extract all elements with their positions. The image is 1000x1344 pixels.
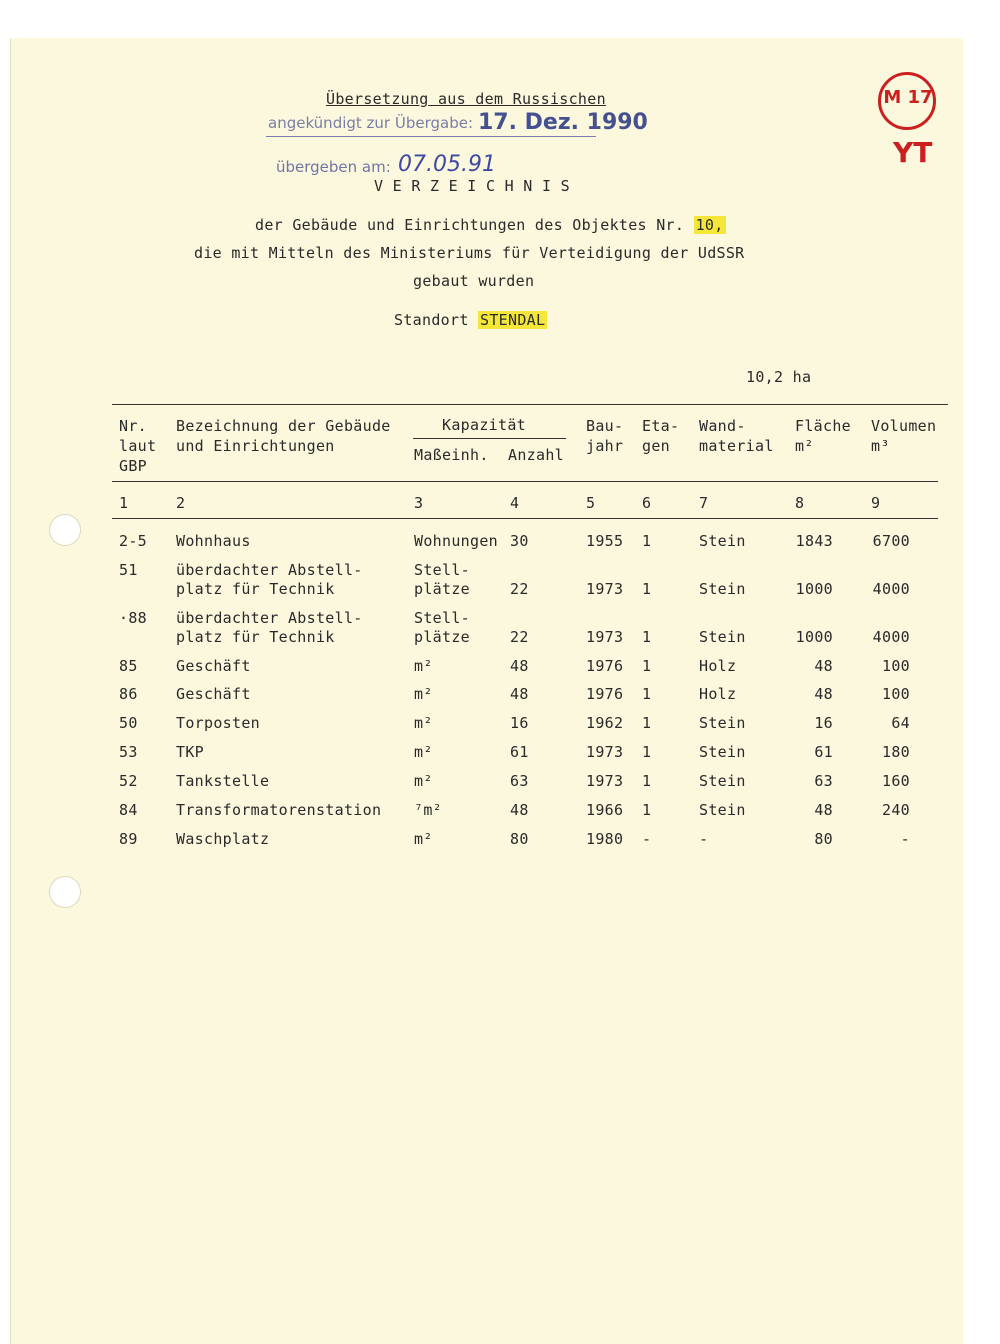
circle-mark-text: M 17 (883, 87, 933, 108)
cell-anzahl: 80 (510, 830, 529, 848)
header-wandmaterial: Wand- material (699, 417, 774, 455)
cell-anzahl: 48 (510, 657, 529, 675)
cell-wandmaterial: Stein (699, 532, 746, 550)
cell-wandmaterial: Holz (699, 685, 737, 703)
handwritten-handover-date: 07.05.91 (398, 152, 496, 177)
cell-anzahl: 48 (510, 801, 529, 819)
cell-masseinheit: m² (414, 685, 433, 703)
cell-flaeche: 63 (814, 772, 833, 790)
cell-masseinheit: Stell- (414, 609, 470, 627)
cell-volumen: 64 (891, 714, 910, 732)
cell-wandmaterial: Stein (699, 801, 746, 819)
header-etagen: Eta- gen (642, 417, 680, 455)
cell-baujahr: 1973 (586, 580, 624, 598)
column-number: 7 (699, 494, 709, 512)
cell-masseinheit: plätze (414, 628, 470, 646)
location-value: STENDAL (480, 311, 546, 329)
cell-masseinheit: m² (414, 714, 433, 732)
cell-bezeichnung: überdachter Abstell- (176, 609, 363, 627)
cell-wandmaterial: Stein (699, 628, 746, 646)
punch-hole (49, 514, 81, 546)
cell-volumen: 240 (882, 801, 910, 819)
cell-flaeche: 80 (814, 830, 833, 848)
header-kapazitaet: Kapazität (442, 416, 526, 434)
cell-wandmaterial: Stein (699, 772, 746, 790)
cell-nr: 89 (119, 830, 138, 848)
cell-masseinheit: m² (414, 657, 433, 675)
cell-wandmaterial: - (699, 830, 709, 848)
column-number: 4 (510, 494, 520, 512)
stamp-announced-label: angekündigt zur Übergabe: (268, 114, 474, 132)
cell-flaeche: 1843 (795, 532, 833, 550)
column-number: 9 (871, 494, 881, 512)
cell-etagen: 1 (642, 532, 652, 550)
cell-flaeche: 1000 (795, 580, 833, 598)
cell-volumen: 6700 (872, 532, 910, 550)
cell-anzahl: 63 (510, 772, 529, 790)
column-number: 6 (642, 494, 652, 512)
cell-anzahl: 22 (510, 628, 529, 646)
cell-etagen: 1 (642, 772, 652, 790)
cell-nr: 2-5 (119, 532, 147, 550)
cell-volumen: 100 (882, 685, 910, 703)
cell-anzahl: 16 (510, 714, 529, 732)
cell-baujahr: 1980 (586, 830, 624, 848)
kapazitaet-rule (413, 438, 566, 439)
cell-bezeichnung: TKP (176, 743, 204, 761)
column-number: 1 (119, 494, 129, 512)
cell-baujahr: 1973 (586, 628, 624, 646)
red-initials: YT (893, 136, 933, 169)
cell-nr: 53 (119, 743, 138, 761)
cell-nr: 85 (119, 657, 138, 675)
cell-etagen: 1 (642, 743, 652, 761)
stamp-announced-date: 17. Dez. 1990 (478, 110, 648, 135)
cell-etagen: 1 (642, 801, 652, 819)
cell-nr: 52 (119, 772, 138, 790)
stamp-underline (266, 136, 596, 137)
cell-wandmaterial: Stein (699, 714, 746, 732)
cell-anzahl: 30 (510, 532, 529, 550)
header-flaeche: Fläche m² (795, 417, 851, 455)
cell-baujahr: 1976 (586, 685, 624, 703)
cell-volumen: 100 (882, 657, 910, 675)
cell-bezeichnung: Wohnhaus (176, 532, 251, 550)
subtitle-prefix: der Gebäude und Einrichtungen des Objektes Nr. (255, 216, 685, 234)
cell-bezeichnung: platz für Technik (176, 628, 335, 646)
cell-masseinheit: Wohnungen (414, 532, 498, 550)
cell-volumen: 180 (882, 743, 910, 761)
cell-anzahl: 61 (510, 743, 529, 761)
cell-bezeichnung: Torposten (176, 714, 260, 732)
cell-bezeichnung: Tankstelle (176, 772, 270, 790)
header-bottom-rule (112, 481, 938, 482)
cell-masseinheit: Stell- (414, 561, 470, 579)
cell-flaeche: 1000 (795, 628, 833, 646)
cell-nr: 84 (119, 801, 138, 819)
cell-volumen: 4000 (872, 580, 910, 598)
header-baujahr: Bau- jahr (586, 417, 624, 455)
subtitle-line-1 (255, 216, 726, 234)
cell-flaeche: 48 (814, 657, 833, 675)
cell-bezeichnung: Transformatorenstation (176, 801, 382, 819)
cell-etagen: 1 (642, 714, 652, 732)
location-label: Standort (394, 311, 469, 329)
cell-volumen: 4000 (872, 628, 910, 646)
cell-etagen: 1 (642, 628, 652, 646)
stamp-handed-label: übergeben am: (276, 158, 391, 176)
column-number: 2 (176, 494, 186, 512)
cell-flaeche: 48 (814, 685, 833, 703)
cell-masseinheit: m² (414, 830, 433, 848)
cell-bezeichnung: Geschäft (176, 657, 251, 675)
column-number: 5 (586, 494, 596, 512)
header-anzahl: Anzahl (508, 446, 564, 464)
cell-etagen: 1 (642, 657, 652, 675)
cell-nr: 50 (119, 714, 138, 732)
cell-baujahr: 1955 (586, 532, 624, 550)
cell-flaeche: 48 (814, 801, 833, 819)
cell-flaeche: 16 (814, 714, 833, 732)
document-title: V E R Z E I C H N I S (374, 177, 570, 195)
cell-wandmaterial: Stein (699, 580, 746, 598)
header-bezeichnung: Bezeichnung der Gebäude und Einrichtungen (176, 417, 391, 455)
cell-baujahr: 1973 (586, 743, 624, 761)
subtitle-line-3: gebaut wurden (413, 272, 535, 290)
cell-baujahr: 1962 (586, 714, 624, 732)
cell-etagen: - (642, 830, 652, 848)
object-number: 10, (695, 216, 724, 234)
cell-bezeichnung: überdachter Abstell- (176, 561, 363, 579)
cell-volumen: - (900, 830, 910, 848)
cell-bezeichnung: platz für Technik (176, 580, 335, 598)
header-nr: Nr. laut GBP (119, 417, 157, 475)
cell-nr: 51 (119, 561, 138, 579)
cell-volumen: 160 (882, 772, 910, 790)
cell-wandmaterial: Stein (699, 743, 746, 761)
cell-wandmaterial: Holz (699, 657, 737, 675)
header-masseinh: Maßeinh. (414, 446, 489, 464)
translation-note: Übersetzung aus dem Russischen (326, 90, 606, 108)
location-line (394, 311, 547, 329)
subtitle-line-2: die mit Mitteln des Ministeriums für Verteidigung der UdSSR (194, 244, 745, 262)
area-value: 10,2 ha (746, 368, 812, 386)
cell-nr: 86 (119, 685, 138, 703)
punch-hole (49, 876, 81, 908)
cell-baujahr: 1973 (586, 772, 624, 790)
cell-masseinheit: plätze (414, 580, 470, 598)
cell-masseinheit: ⁷m² (414, 801, 442, 819)
cell-flaeche: 61 (814, 743, 833, 761)
header-volumen: Volumen m³ (871, 417, 937, 455)
cell-bezeichnung: Waschplatz (176, 830, 270, 848)
cell-baujahr: 1966 (586, 801, 624, 819)
cell-bezeichnung: Geschäft (176, 685, 251, 703)
cell-anzahl: 22 (510, 580, 529, 598)
cell-etagen: 1 (642, 685, 652, 703)
cell-etagen: 1 (642, 580, 652, 598)
cell-baujahr: 1976 (586, 657, 624, 675)
cell-nr: ·88 (119, 609, 147, 627)
cell-masseinheit: m² (414, 743, 433, 761)
column-number: 8 (795, 494, 805, 512)
table-top-rule (112, 404, 948, 405)
cell-masseinheit: m² (414, 772, 433, 790)
column-number: 3 (414, 494, 424, 512)
cell-anzahl: 48 (510, 685, 529, 703)
column-numbers-rule (112, 518, 938, 519)
